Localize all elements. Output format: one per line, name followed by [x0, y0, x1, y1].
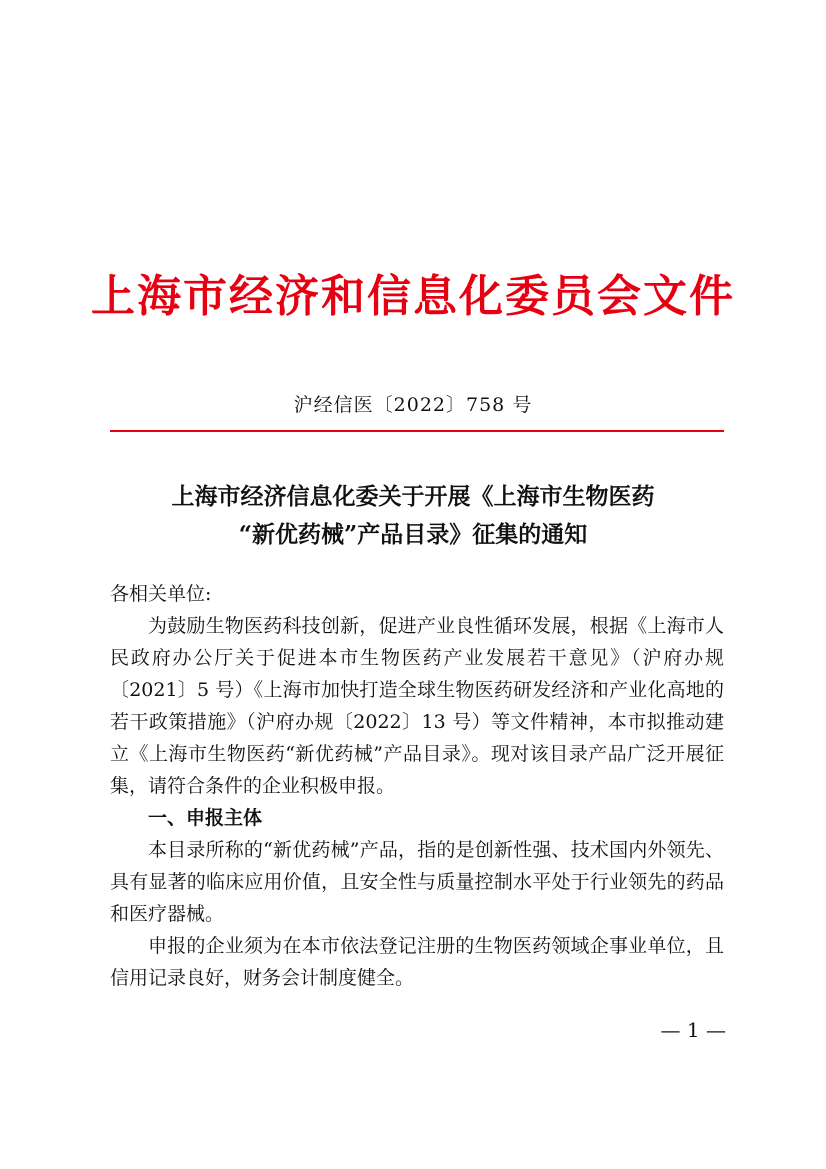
red-separator-line	[110, 430, 724, 432]
notice-title-line-2: “新优药械”产品目录》征集的通知	[238, 521, 588, 548]
section-1-paragraph-2: 申报的企业须为在本市依法登记注册的生物医药领域企事业单位，且信用记录良好，财务会计制度健全。	[110, 935, 724, 989]
notice-title-line-1: 上海市经济信息化委关于开展《上海市生物医药	[171, 483, 655, 510]
document-masthead: 上海市经济和信息化委员会文件	[91, 271, 735, 322]
page-number: — 1 —	[660, 1018, 726, 1042]
section-1-paragraph-1: 本目录所称的“新优药械”产品，指的是创新性强、技术国内外领先、具有显著的临床应用价值，且安全性与质量控制水平处于行业领先的药品和医疗器械。	[110, 839, 724, 925]
document-body	[110, 578, 724, 994]
intro-paragraph: 为鼓励生物医药科技创新，促进产业良性循环发展，根据《上海市人民政府办公厅关于促进本市生物医药产业发展若干意见》（沪府办规〔2021〕5 号）《上海市加快打造全球生物医药研发经济和产业化高地的若干政策措施》（沪府办规〔2022〕13 号）等文件精神，本市拟推动建立《上海市生物医药“新优药械”产品目录》。现对该目录产品广泛开展征集，请符合条件的企业积极申报。	[110, 615, 724, 797]
document-number: 沪经信医〔2022〕758 号	[293, 394, 533, 416]
section-1-heading: 一、申报主体	[148, 807, 263, 829]
salutation: 各相关单位:	[110, 583, 212, 605]
notice-title	[60, 478, 766, 554]
